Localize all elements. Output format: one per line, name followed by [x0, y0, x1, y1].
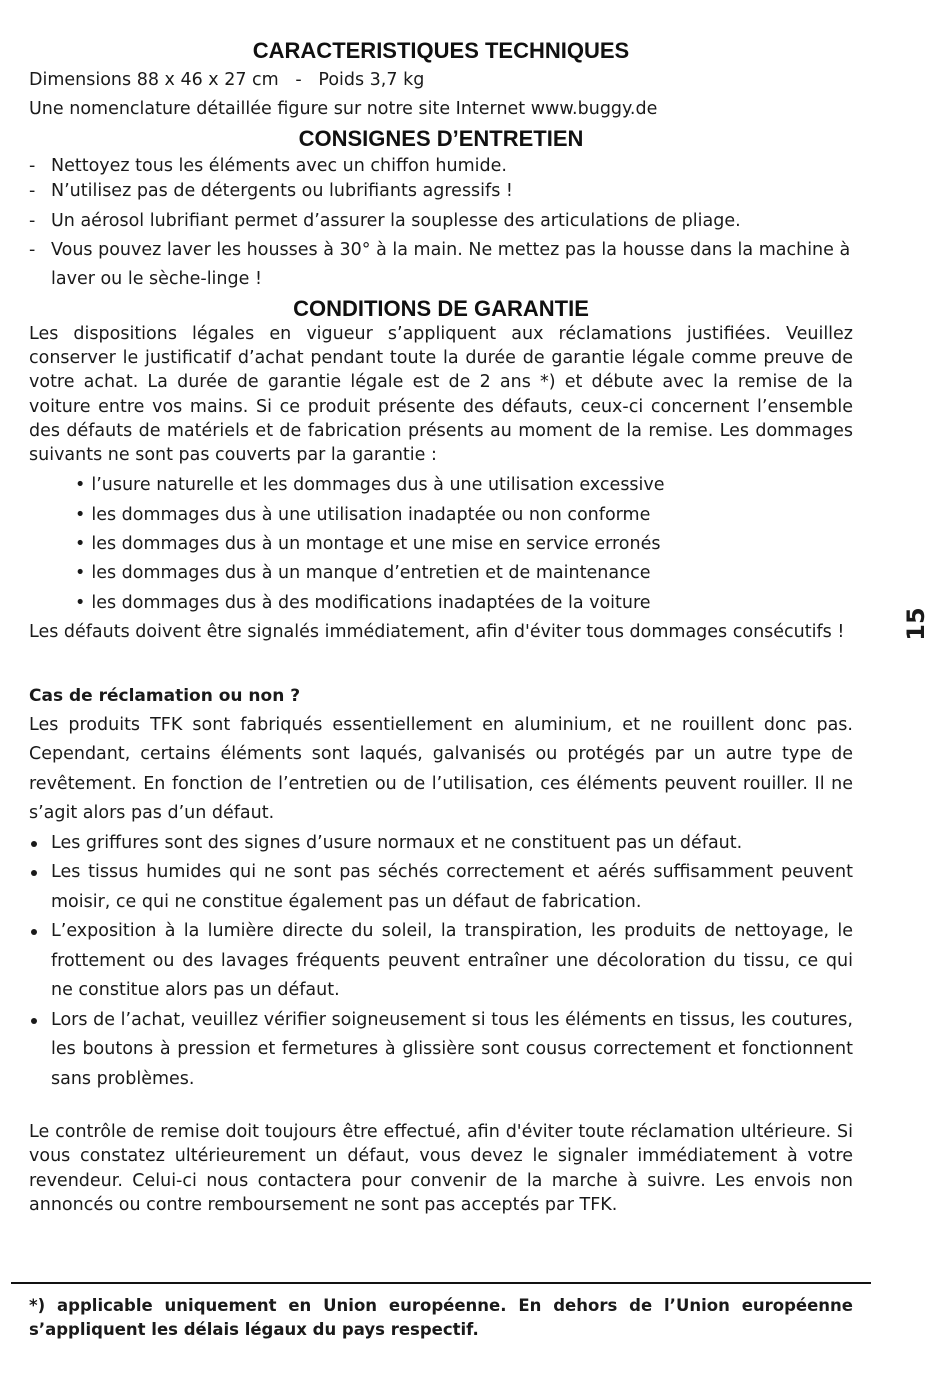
exclusion-text: les dommages dus à un montage et une mise en service erronés	[91, 534, 661, 555]
technical-title: CARACTERISTIQUES TECHNIQUES	[252, 38, 630, 63]
maintenance-item: - Nettoyez tous les éléments avec un chiffon humide.	[29, 154, 853, 179]
bullet-icon: •	[75, 475, 86, 496]
exclusion-item	[75, 589, 853, 618]
maintenance-item: - N’utilisez pas de détergents ou lubrifiants agressifs !	[29, 179, 853, 204]
maintenance-title: CONSIGNES D’ENTRETIEN	[298, 126, 584, 151]
warranty-exclusions	[29, 471, 853, 618]
exclusion-text: l’usure naturelle et les dommages dus à une utilisation excessive	[91, 475, 665, 496]
claims-closing: Le contrôle de remise doit toujours être effectué, afin d'éviter toute réclamation ultérieure. Si vous constatez ultérieurement un défaut, vous devez le signaler immédiatement à votre revendeur. Celui-ci nous contactera pour convenir de la marche à suivre. Les envois non annoncés ou contre remboursement ne sont pas acceptés par TFK.	[29, 1122, 853, 1215]
nomenclature-text: Une nomenclature détaillée figure sur notre site Internet www.buggy.de	[29, 99, 658, 119]
warranty-intro: Les dispositions légales en vigueur s’appliquent aux réclamations justifiées. Veuillez conserver le justificatif d’achat pendant toute la durée de garantie légale comme preuve de votre achat. La durée de garantie légale est de 2 ans *) et débute avec la remise de la voiture entre vos mains. Si ce produit présente des défauts, ceux-ci concernent l’ensemble des défauts de matériels et de fabrication présents au moment de la remise. Les dommages suivants ne sont pas couverts par la garantie :	[29, 324, 853, 466]
claims-item: Les griffures sont des signes d’usure normaux et ne constituent pas un défaut.	[29, 829, 853, 859]
dimensions-text: Dimensions 88 x 46 x 27 cm - Poids 3,7 kg	[29, 70, 425, 90]
exclusion-item	[75, 530, 853, 559]
bullet-icon: •	[75, 534, 86, 555]
exclusion-text: les dommages dus à un manque d’entretien et de maintenance	[91, 563, 651, 584]
exclusion-text: les dommages dus à des modifications inadaptées de la voiture	[91, 592, 651, 613]
manual-page	[29, 36, 853, 1217]
maintenance-item: - Un aérosol lubrifiant permet d’assurer la souplesse des articulations de pliage.	[29, 207, 853, 236]
exclusion-item	[75, 501, 853, 530]
bullet-icon: •	[75, 563, 86, 584]
footnote-divider	[11, 1282, 871, 1284]
bullet-icon: •	[75, 592, 86, 613]
exclusion-item	[75, 559, 853, 588]
claims-item: Les tissus humides qui ne sont pas séchés correctement et aérés suffisamment peuvent moisir, ce qui ne constitue également pas un défaut de fabrication.	[29, 858, 853, 917]
bullet-icon: •	[75, 504, 86, 525]
maintenance-item: - Vous pouvez laver les housses à 30° à la main. Ne mettez pas la housse dans la machine à laver ou le sèche-linge !	[29, 236, 853, 294]
claims-intro: Les produits TFK sont fabriqués essentiellement en aluminium, et ne rouillent donc pas. Cependant, certains éléments sont laqués, galvanisés ou protégés par un autre type de revêtement. En fonction de l’entretien ou de l’utilisation, ces éléments peuvent rouiller. Il ne s’agit alors pas d’un défaut.	[29, 714, 853, 824]
maintenance-list	[29, 154, 853, 294]
claims-heading: Cas de réclamation ou non ?	[29, 685, 301, 706]
defects-note: Les défauts doivent être signalés immédiatement, afin d'éviter tous dommages consécutifs !	[29, 622, 845, 643]
exclusion-item	[75, 471, 853, 500]
footnote: *) applicable uniquement en Union européenne. En dehors de l’Union européenne s’appliquent les délais légaux du pays respectif.	[29, 1296, 853, 1339]
claims-item: Lors de l’achat, veuillez vérifier soigneusement si tous les éléments en tissus, les coutures, les boutons à pression et fermetures à glissière sont cousus correctement et fonctionnent sans problèmes.	[29, 1006, 853, 1095]
claims-item: L’exposition à la lumière directe du soleil, la transpiration, les produits de nettoyage, le frottement ou des lavages fréquents peuvent entraîner une décoloration du tissu, ce qui ne constitue alors pas un défaut.	[29, 917, 853, 1006]
warranty-title: CONDITIONS DE GARANTIE	[293, 296, 589, 321]
claims-list	[29, 829, 853, 1095]
page-number: 15	[902, 607, 930, 641]
exclusion-text: les dommages dus à une utilisation inadaptée ou non conforme	[91, 504, 651, 525]
